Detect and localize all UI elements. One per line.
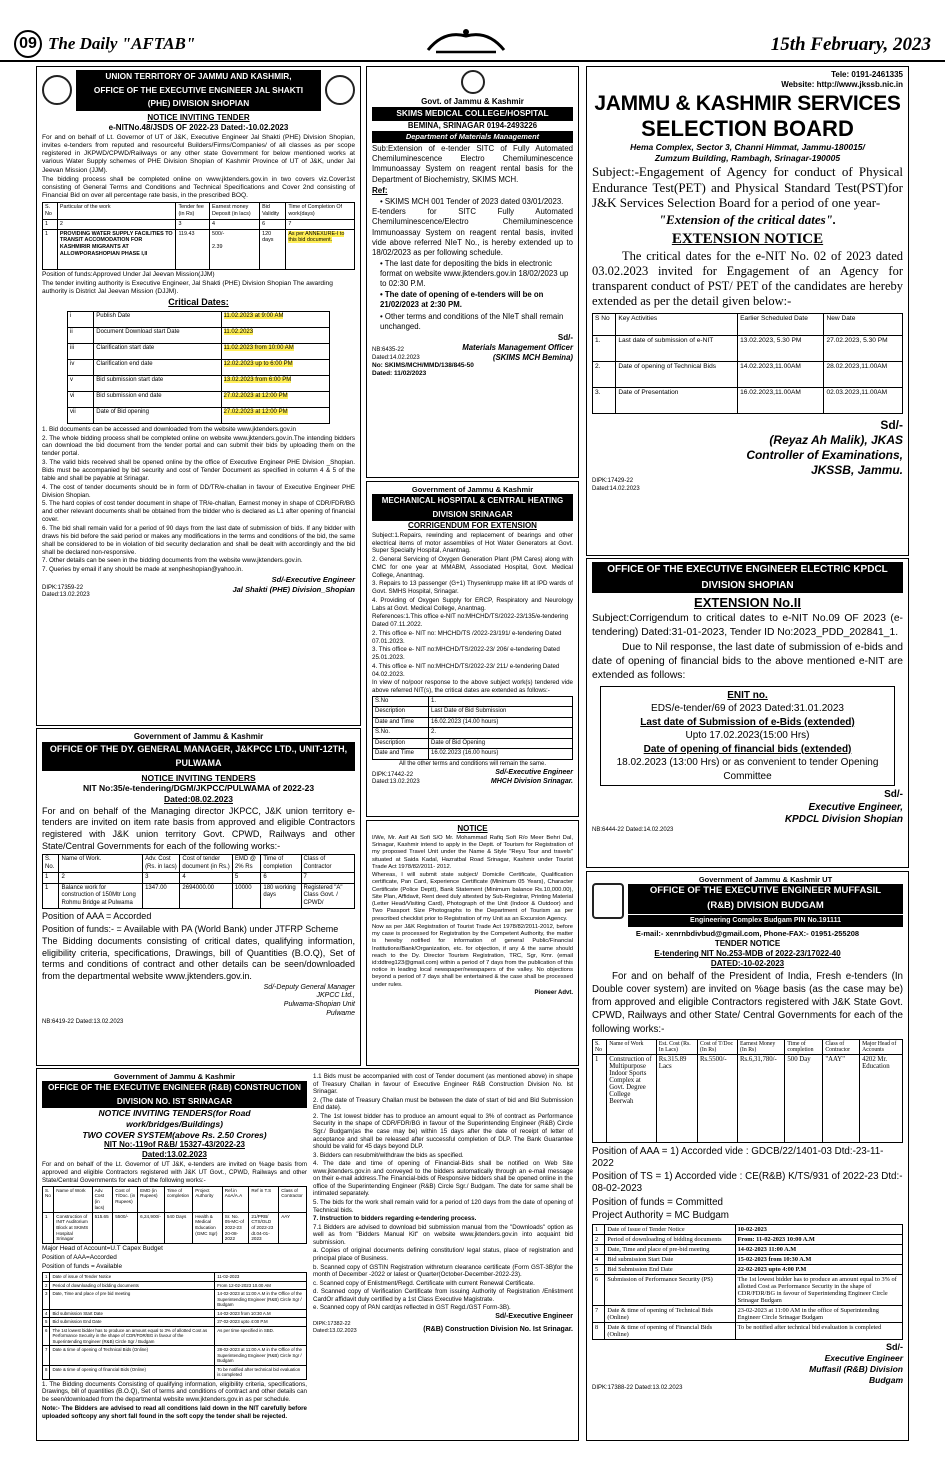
newspaper-name: The Daily "AFTAB" [48,34,196,53]
notice-text: I/We, Mr. Asif Ali Sofi S/O Mr. Mohammad Rafiq Sofi R/o Meer Behri Dal, Srinagar, Kashmir intend to apply in the Deptt. of Tourism for Registration of my proposed Travel Unit under the Name & Style "Reyu Tour and travels" situated at Saida Kadal, Hazratbal Road Srinagar, Kashmir under Tourist Trade Act 1978/82/2011- 2012. [372,835,573,870]
mech-ref: References:1.This office e-NIT no:MHCHD/TS/2022-23/135/e-tendering Dated 07.11.2022. [372,613,569,628]
kpdcl-para: Due to Nil response, the last date of submission of e-bids and date of opening of financial bids to the above mentioned e-NIT are extended as follows: [592,642,903,681]
mech-subject: Subject:1.Repairs, rewinding and replacement of bearings and other electrical items of motor assemblies of Hot Water Generators at Govt. Super Specialty Hospital, Anantnag. [372,531,573,555]
skims-ref-label: Ref: [372,185,388,195]
jkssb-dates-table: S No Key Activities Earlier Scheduled Date New Date 1. Last date of submission of e-NIT 13.02.2023, 5.30 PM 27.02.2023, 5.30 PM 2. Date of opening of Technical Bids 14.02.2023,11.00AM 28.02.2023,11.00AM 3. Date of Presentation 16.02.2023,11.00AM 02.03.2023,11.00AM [592,313,903,414]
jkpcc-tender-notice [36,728,361,1066]
jal-shakti-logo-icon [325,75,355,105]
phe-terms: 1. Bid documents can be accessed and downloaded from the website www.jktenders.gov.in 2. The whole bidding process shall be completed online on website www.jktenders.gov.in.The intending bidders can download the bid document from the tender portal and can submit their bids by uploading them on the tender portal. 3. The valid bids received shall be opened online by the office of Executive Engineer PHE Division _Shopian. Bids must be accompanied by bid security and cost of Tender Document as specified in column 4 & 5 of the table and shall be payable at Srinagar. 4. The cost of tender documents should be in form of DD/TR/e-challan in favour of Executive Engineer PHE Division Shopian. 5. The hard copies of cost tender document in shape of TR/e-challan, Earnest money in shape of CDR/FDR/BG and other relevant documents shall be obtained from the bidder who is declared as L1 after opening of financial cover. 6. The bid shall remain valid for a period of 90 days from the last date of submission of bids. If any bidder with draws his bid before the said period or makes any modifications in the terms and conditions of the bid, the same shall be considered to be in violation of bid security declaration and shall be dealt with accordingly and the bid shall be declared non-responsive. 7. Other details can be seen in the bidding documents from the website www.jktenders.gov.in. 7. Queries by email if any should be made at xenpheshopian@yahoo.in. [42,425,356,574]
masthead-logo-icon [424,24,508,58]
rnb-t1: NOTICE INVITING TENDERS(for Road [98,1108,251,1119]
jkssb-web: Website: http://www.jkssb.nic.in [781,80,903,89]
mech-ref: 2. This office e- NIT no: MHCHD/TS /2022-23/191/ e-tendering Dated 07.01.2023. [372,629,562,645]
travel-unit-notice [366,820,579,1066]
kpdcl-dates-box: ENIT no. EDS/e-tender/69 of 2023 Dated:31.01.2023 Last date of Submission of e-Bids (extended) Upto 17.02.2023(15:00 Hrs) Date of opening of financial bids (extended) 18.02.2023 (13:00 Hrs) or as convenient to tender Opening Committee [600,686,895,787]
mech-schedule: S.No 1. Description Last Date of Bid Submission Date and Time 16.02.2023 (14.00 hours) S.No. 2. Description Date of Bid Opening Date and Time 16.02.2023 (16.00 hours) [372,696,573,760]
kpdcl-extension [586,558,909,868]
jkssb-signature: (Reyaz Ah Malik), JKAS Controller of Examinations, JKSSB, Jammu. [746,433,903,478]
mech-para: In view of no/poor response to the above subject work(s) tendered vide above referred NIT(s), the critical dates are extended as follows:- [372,679,573,694]
phe-cd-title: Critical Dates: [168,297,229,308]
mech-item: 4. Providing of Oxygen Supply for ERCP, Respiratory and Neurology Labs at Govt. Medical College, Anantnag. [372,596,573,612]
jkssb-addr2: Zumzum Building, Rambagh, Srinagar-190005 [654,152,841,163]
mechanical-corrigendum: Government of Jammu & Kashmir MECHANICAL HOSPITAL & CENTRAL HEATING DIVISION SRINAGAR CORRIGENDUM FOR EXTENSION Subject:1.Repairs, rewinding and replacement of bearings and other electrical items of motor assemblies of Hot Water Generators at Govt. Super Specialty Hospital, Anantnag. 2. General Servicing of Oxygen Generation Plant (PM Cares) along with CMC for one year at MMABM, Associated Hospital, Govt. Medical College, Anantnag. 3. Repairs to 13 passenger (G+1) Thysenkrupp make lift at IPD wards of Govt. SMHS Hospital, Srinagar. 4. Providing of Oxygen Supply for ERCP, Respiratory and Neurology Labs at Govt. Medical College, Anantnag. References:1.This office e-NIT no:MHCHD/TS/2022-23/135/e-tendering Dated 07.11.2022. 2. This office e- NIT no: MHCHD/TS /2022-23/191/ e-tendering Dated 07.01.2023. 3. This office e- NIT no:MHCHD/TS/2022-23/ 206/ e-tendering Dated 25.01.2023. 4. This office e- NIT no:MHCHD/TS/2022-23/ 211/ e-tendering Dated 04.02.2023. In view of no/poor response to the above subject work(s) tendered vide above referred NIT(s), the critical dates are extended as follows:- S.No 1. Description Last Date of Bid Submission Date and Time 16.02.2023 (14.00 hours) S.No. 2. Description Date of Bid Opening Date and Time 16.02.2023 (16.00 hours) All the other terms and conditions will remain the same. DIPK:17442-22 Dated:13.02.2023 Sd/-Executive Engineer MHCH Division Srinagar. [366,481,579,817]
budgam-signature: Executive Engineer Muffasil (R&B) Division Budgam [809,1353,903,1385]
kpdcl-nb: NB:6444-22 Dated:14.02.2023 [592,826,674,833]
kpdcl-name2: DIVISION SHOPIAN [592,578,903,594]
skims-addr: BEMINA, SRINAGAR 0194-2493226 [407,120,538,130]
kpdcl-title: EXTENSION No.II [694,595,801,610]
mech-title: CORRIGENDUM FOR EXTENSION [408,520,537,530]
jkssb-sd: Sd/- [880,418,903,433]
skims-name: SKIMS MEDICAL COLLEGE/HOSPITAL [372,107,573,121]
jkssb-name1: JAMMU & KASHMIR SERVICES [594,92,901,115]
phe-sign2: Jal Shakti (PHE) Division_Shopian [232,584,355,594]
budgam-name1: OFFICE OF THE EXECUTIVE ENGINEER MUFFASIL [628,884,903,899]
jkpcc-nit: NIT No:35/e-tendering/DGM/JKPCC/PULWAMA of 2022-23 [82,783,315,794]
jkpcc-name2: PULWAMA [42,756,355,770]
rnb-works-table: S. No Name of Work Adv. Cost (in lacs) Cost of T/Doc. (in Rupees) EMD (in Rupees) Time of completion Project Authority Ref.in AoA/A.A Ref in T.S Class of Contractor 1 Construction of INIT Auditorium Block at SKIMS Hospital Srinagar 515.65 5500/- 6,24,900/- 540 Days Health & Medical Education (GMC Sgr) Sr. No. 05-MC-of 2022-23 20-08-2022 21/PRB/ CTS/OLD of 2022-23 dt.04-01-2023 AAY [42,1186,307,1245]
rnb-construction-notice [36,1068,579,1441]
jkssb-extension-notice: Tele: 0191-2461335 Website: http://www.jkssb.nic.in JAMMU & KASHMIR SERVICES SELECTION BOARD Hema Complex, Sector 3, Channi Himmat, Jammu-180015/ Zumzum Building, Rambagh, Srinagar-190005 Subject:-Engagement of Agency for conduct of Physical Endurance Test(PET) and Physical Standard Test(PST)for J&K Services Selection Board for a period of one year- "Extension of the critical dates". EXTENSION NOTICE The critical dates for the e-NIT No. 02 of 2023 dated 03.02.2023 invited for Engagement of an Agency for transparent conduct of PST/ PET of the candidates are hereby extended as per the detail given below:- S No Key Activities Earlier Scheduled Date New Date 1. Last date of submission of e-NIT 13.02.2023, 5.30 PM 27.02.2023, 5.30 PM 2. Date of opening of Technical Bids 14.02.2023,11.00AM 28.02.2023,11.00AM 3. Date of Presentation 16.02.2023,11.00AM 02.03.2023,11.00AM Sd/- (Reyaz Ah Malik), JKAS Controller of Examinations, JKSSB, Jammu. DIPK:17429-22 Dated:14.02.2023 [586,66,909,556]
jkssb-tel: Tele: 0191-2461335 [831,70,903,79]
page-number: 09 [14,30,42,58]
phe-funds: Position of funds:Approved Under Jal Jeevan Mission(JJM) [42,270,215,278]
jkpcc-aaa: Position of AAA = Accorded [42,911,152,922]
rnb-right-column: 1.1 Bids must be accompanied with cost of Tender document (as mentioned above) in shape of Treasury Challan in favour of Executive Engineer R&B Construction Division No. Ist Srinagar. 2. (The date of Treasury Challan must be between the date of start of bid and Bid Submission End date). 2. The 1st lowest bidder has to produce an amount equal to 3% of contract as Performance Security in the shape of CDR/FDR/BG in favour of the Superintending Engineer (R&B) Circle Sgr./ Budgam(as the case may be) within 15 days after the date of receipt of letter of acceptance and shall be released after successful completion of DLP. The Bank Guarantee should be valid for 45 days beyond DLP. 3. Bidders can resubmit/withdraw the bids as specified. 4. The date and time of opening of Financial-Bids shall be notified on Web Site www.jktenders.gov.in and conveyed to the bidders automatically through an e-mail message on their e-mail address.The Financial-bids of Responsive bidders shall be opened online in the office of the Superintending Engineer (R&B) Circle Sgr./ Budgam. The date for same shall be intimated separately. 5. The bids for the work shall remain valid for a period of 120 days from the date of opening of Technical bids. 7. Instruction to bidders regarding e-tendering process. 7.1 Bidders are advised to download bid submission manual from the "Downloads" option as well as from "Bidders Manual Kit" on website www.jktenders.gov.in into acquaint bid submission. a. Copies of original documents defining constitution/ legal status, place of registration and principal place of Business. b. Scanned copy of GSTIN Registration withreturn clearance certificate (Form GST-3B)for the month of December -2022 or latest or Quarter(October-December-2022-23). c. Scanned copy of Enlistment/Regd. Certificate with current Renewal Certificate. d. Scanned copy of Verification Certificate from issuing Authority of Registration /Enlistment CardOr affidavit duly certified by a 1st Class Executive Magistrate. e. Scanned copy of PAN card(as reflected in GST Regd./GST Form-3B). Sd/-Executive Engineer DIPK:17382-22 Dated:13.02.2023 (R&B) Construction Division No. Ist Srinagar. [313,1073,573,1335]
skims-bullets: • The last date for depositing the bids in electronic format on website www.jktenders.gov.in 18/02/2023 up to 02:30 P.M. • The date of opening of e-tenders will be on 21/02/2023 at 2:30 PM. • Other terms and conditions of the NIeT shall remain unchanged. [380,258,569,331]
mech-ref: 4. This office e- NIT no:MHCHD/TS/2022-23/ 211/ e-tendering Dated 04.02.2023. [372,662,560,678]
budgam-complex: Engineering Complex Budgam PIN No.191111 [628,915,903,927]
jkssb-para: The critical dates for the e-NIT No. 02 of 2023 dated 03.02.2023 invited for Engagement of an Agency for transparent conduct of PST/ PET of the candidates are hereby extended as per the detail given below:- [592,249,903,309]
mech-remain: All the other terms and conditions will remain the same. [398,760,547,767]
rnb-left-column: Government of Jammu & Kashmir OFFICE OF THE EXECUTIVE ENGINEER (R&B) CONSTRUCTION DIVISION NO. IST SRINAGAR NOTICE INVITING TENDERS(for Road work/bridges/Buildings) TWO COVER SYSTEM(above Rs. 2.50 Crores) NIT No:-119of R&B/ 15327-43/2022-23 Dated:13.02.2023 For and on behalf of the Lt. Governor of UT J&K, e-tenders are invited on %age basis from approved and eligible Contractors registered with J&K UT Govt., CPWD, Railways and other State/Central Governments for each of the following works:- S. No Name of Work Adv. Cost (in lacs) Cost of T/Doc. (in Rupees) EMD (in Rupees) Time of completion Project Authority Ref.in AoA/A.A Ref in T.S Class of Contractor 1 Construction of INIT Auditorium Block at SKIMS Hospital Srinagar 515.65 5500/- 6,24,900/- 540 Days Health & Medical Education (GMC Sgr) Sr. No. 05-MC-of 2022-23 20-08-2022 21/PRB/ CTS/OLD of 2022-23 dt.04-01-2023 AAY Major Head of Account=U.T Capex Budget Position of AAA=Accorded Position of funds = Available 1 Date of issue of Tender Notice 11-02-2023 2 Period of downloading of bidding documents From 12-02-2023 10.00 AM 3 Date, Time and place of pre bid meeting 14-02-2023 at 11:00 A.M in the Office of the Superintending Engineer (R&B) Circle Sgr / Budgam 4 Bid submission Start Date 14-02-2023 from 10:30 A.M 5 Bid submission End Date 27-02-2023 upto 4:00 P.M 6 The 1st lowest bidder has to produce an amount equal to 3% of allotted Cost as Performance Security in the shape of CDR/FDR/BG in favour of the Superintending Engineer (R&B) Circle Sgr / Budgam As per time specified in SBD. 7 Date & time of opening of Technical Bids (Online) 28-02-2023 at 11:00 A.M in the Office of the Superintending Engineer (R&B) Circle Sgr / Budgam 8 Date & time of opening of financial Bids (Online) To be notified after technical bid evaluation is completed 1. The Bidding documents Consisting of qualifying information, eligibility criteria, specifications, Drawings, bill of quantities (B.O.Q), Set of terms and conditions of contract and other details can be seen/downloaded from the departmental website www.jktenders.gov.in as per schedule. Note:- The Bidders are advised to read all conditions laid down in the NIT carefully before uploaded softcopy any short fall found in the soft copy the tender shall be rejected. [42,1072,307,1420]
budgam-sd: Sd/- [886,1342,903,1353]
budgam-title: TENDER NOTICE [714,938,781,948]
budgam-dipk: DIPK:17388-22 Dated:13.02.2023 [592,1385,683,1392]
jkpcc-name1: OFFICE OF THE DY. GENERAL MANAGER, J&KPCC LTD., UNIT-12TH, [42,742,355,756]
rnb-name1: OFFICE OF THE EXECUTIVE ENGINEER (R&B) CONSTRUCTION [42,1081,307,1095]
page-header [0,0,945,62]
jkssb-addr1: Hema Complex, Sector 3, Channi Himmat, Jammu-180015/ [630,142,865,152]
skims-para: E-tenders for SITC Fully Automated Chemiluminescence/Electro Chemiluminescence Immunoassay System on reagent rental basis, invited vide above referred NIeT No., is hereby extended up to 18/02/2023 as per following schedule. [372,207,573,257]
mech-item: 2. General Servicing of Oxygen Generation Plant (PM Cares) along with CMC for one year at MMABM, Associated Hospital, Govt. Medical College, Anantnag. [372,556,573,579]
phe-line1: UNION TERRITORY OF JAMMU AND KASHMIR, [76,70,321,84]
skims-no: No: SKIMS/MCH/MMD/138/845-50 [372,362,474,370]
jkpcc-para2: The Bidding documents consisting of critical dates, qualifying information, eligibility criteria, specifications, Drawings, bill of Quantities (B.O.Q), Set of terms and conditions of contract and other details can be seen/downloaded from the departmental website www.jktenders.gov.in. [42,935,355,981]
phe-line2: OFFICE OF THE EXECUTIVE ENGINEER JAL SHAKTI [76,84,321,98]
jkpcc-funds: Position of funds:- = Available with PA (World Bank) under JTFRP Scheme [42,923,339,934]
budgam-ts: Position of TS = 1) Accorded vide : CE(R&B) K/TS/931 of 2022-23 Dtd:- 08-02-2023 [592,1171,903,1195]
rnb-para: For and on behalf of the Lt. Governor of UT J&K, e-tenders are invited on %age basis from approved and eligible Contractors registered with J&K UT Govt., CPWD, Railways and other State/Central Governments for each of the following works:- [42,1161,307,1184]
budgam-dated: DATED:-10-02-2023 [710,958,785,968]
jkpcc-para: For and on behalf of the Managing director JKPCC, J&K union territory e-tenders are invited on item rate basis from approved and eligible Contractors registered with J&K union territory Govt. CPWD, Railways and other State/Central Governments for each of the following works:- [42,805,355,851]
mech-name1: MECHANICAL HOSPITAL & CENTRAL HEATING [372,494,573,507]
phe-para2: The bidding process shall be completed online on www.jktenders.gov.in in two covers viz.Cover1st consisting of General Terms and Conditions and Technical Specifications and Cover 2nd consisting of Financial Bid on over all percentage rate basis, in the prescribed BOQ. [42,175,355,200]
budgam-critical-dates: 1 Date of Issue of Tender Notice 10-02-2023 2 Period of downloading of bidding documents From: 11-02-2023 10:00 A.M 3 Date, Time and place of pre-bid meeting 14-02-2023 11:00 A.M 4 Bid submission Start Date 15-02-2023 from 10:30 A.M 5 Bid Submission End Date 22-02-2023 upto 4:00 P.M 6 Submission of Performance Security (PS) The 1st lowest bidder has to produce an amount equal to 3% of allotted Cost as Performance Security in the shape of CDR/FDR/BG in favour of Superintending Engineer Circle Srinagar Budgam 7 Date & time of opening of Technical Bids (Online) 23-02-2023 at 11:00 AM in the office of Superintending Engineer Circle Srinagar Budgam 8 Date & time of opening of Financial Bids (Online) To be notified after technical bid evaluation is completed [592,1224,903,1340]
notice-sign: Pioneer Advt. [534,989,573,996]
jkpcc-title: NOTICE INVITING TENDERS [141,772,256,783]
jkssb-title: EXTENSION NOTICE [671,231,824,248]
jk-emblem-icon [42,75,72,105]
budgam-aaa: Position of AAA = 1) Accorded vide : GDCB/22/1401-03 Dtd:-23-11-2022 [592,1145,884,1169]
jkpcc-govt: Government of Jammu & Kashmir [133,732,264,741]
skims-subject: Sub:Extension of e-tender SITC of Fully Automated Chemiluminescence Electro Chemiluminescence Immunoassay System on reagent rental basis for the Department of Biochemistry, SKIMS MCH. [372,144,573,184]
skims-ref: • SKIMS MCH 001 Tender of 2023 dated 03/01/2023. [380,196,564,206]
budgam-funds: Position of funds = Committed [592,1196,723,1208]
phe-authority: The tender inviting authority is Executive Engineer, Jal Shakti (PHE) Division Shopian The awarding authority is District Jal Jeevan Mission (DJJM). [42,279,333,296]
phe-works-table: S. No Particular of the work Tender fee (in Rs) Earnest money Deposit (in lacs) Bid Validity Time of Completion Of work(days) 1 2 3 4 6 7 1 PROVIDING WATER SUPPLY FACILITIES TO TRANSIT ACCOMODATION FOR KASHMIRIR MIGRANTS AT ALLOWPORASHOPIAN PHASE I,II 119.43 500/- 2.39 120 days As per ANNEXURE-I to this bid document. [42,202,355,269]
budgam-email: E-mail:- xenrnbdivbud@gmail.com, Phone-FAX:- 01951-255208 [635,929,860,939]
mech-name2: DIVISION SRINAGAR [372,508,573,521]
budgam-name2: (R&B) DIVISION BUDGAM [628,899,903,914]
notice-text2: Whereas, I will submit state subject/ Domicile Certificate, Qualification certificate, Pan Card, Experience Certificate (Minimum 05 Years), Character Certificate (Police Deptt), Bank Statement (Minimum balance Rs.10,000.00), Site Plan, Affidavit, Rent deed duly attested by Sub-Registrar, Printing Material (Letter Head/Visiting Card), Photograph of the Unit (Indoor & Outdoor) and Two Passport Size Photographs to the Department of Tourism as per prescribed checklist prior to Registration of my Unit as an Excursion Agency. [372,872,573,922]
notice-text3: Now as per J&K Registration of Tourist Trade Act 1978/82/2011-2012, before my case is processed for Registration by the Competent Authority, the matter is hereby notified for information of general Public/Financial Institutions/Bank/Organization, etc. for objection, if any & the same should reach to the Dy. Director Tourism Registration, TRC, Sgr, Kmr. (email id:ddtreg123@gmail.com) within a period of 7 days from the publication of this notice in leading local newspaper/newspapers of the valley. No objections beyond a period of 7 days shall be entertained & the case shall be processed under rules. [372,923,573,988]
phe-nit: e-NITNo.48/JSDS OF 2022-23 Dated:-10.02.2023 [108,122,289,132]
mech-item: 3. Repairs to 13 passenger (G+1) Thysenkrupp make lift at IPD wards of Govt. SMHS Hospital, Srinagar. [372,580,573,595]
phe-sign1: Sd/-Executive Engineer [271,575,355,585]
budgam-nit: E-tendering NIT No.253-MDB of 2022-23/17022-40 [654,948,841,958]
skims-notice: Govt. of Jammu & Kashmir SKIMS MEDICAL COLLEGE/HOSPITAL BEMINA, SRINAGAR 0194-2493226 Department of Materials Management Sub:Extension of e-tender SITC of Fully Automated Chemiluminescence Electro Chemiluminescence Immunoassay System on reagent rental basis for the Department of Biochemistry, SKIMS MCH. Ref: • SKIMS MCH 001 Tender of 2023 dated 03/01/2023. E-tenders for SITC Fully Automated Chemiluminescence/Electro Chemiluminescence Immunoassay System on reagent rental basis, invited vide above referred NIeT No., is hereby extended up to 18/02/2023 as per following schedule. • The last date for depositing the bids in electronic format on website www.jktenders.gov.in 18/02/2023 up to 02:30 P.M. • The date of opening of e-tenders will be on 21/02/2023 at 2:30 PM. • Other terms and conditions of the NIeT shall remain unchanged. Sd/- NB:6435-22 Dated:14.02.2023 Materials Management Officer (SKIMS MCH Bemina) No: SKIMS/MCH/MMD/138/845-50 Dated: 11/02/2023 [366,66,579,478]
skims-dt: Dated: 11/02/2023 [372,370,427,378]
phe-tender-notice [36,66,361,726]
phe-critical-dates: i Publish Date 11.02.2023 at 9:00 AM ii Document Download start Date 11.02.2023 iii Clarification start date 11.02.2023 from 10:00 AM iv Clarification end date 12.02.2023 up to 6:00 PM v Bid submission start date 13.02.2023 from 6:00 PM vi Bid submission end date 27.02.2023 at 12:00 PM vii Date of Bid opening 27.02.2023 at 12:00 PM [67,311,330,424]
budgam-tender-notice: Government of Jammu & Kashmir UT OFFICE OF THE EXECUTIVE ENGINEER MUFFASIL (R&B) DIVISION BUDGAM Engineering Complex Budgam PIN No.191111 E-mail:- xenrnbdivbud@gmail.com, Phone-FAX:- 01951-255208 TENDER NOTICE E-tendering NIT No.253-MDB of 2022-23/17022-40 DATED:-10-02-2023 For and on behalf of the President of India, Fresh e-tenders (In Double cover system) are invited on %age basis (as the case may be) from approved and eligible Contractors registered with J&K State Govt. CPWD, Railways and other State/ Central Governments for each of the following works:- S. No Name of Work Est. Cost (Rs. In Lacs) Cost of T/Doc (In Rs) Earnest Money (In Rs) Time of completion Class of Contractor Major Head of Accounts 1 Construction of Multipurpose Indoor Sports Complex at Govt. Degree College Beerwah Rs.315.89 Lacs Rs.5500/- Rs.6,31,780/- 500 Day "AAY" 4202 Mr. Education Position of AAA = 1) Accorded vide : GDCB/22/1401-03 Dtd:-23-11-2022 Position of TS = 1) Accorded vide : CE(R&B) K/TS/931 of 2022-23 Dtd:- 08-02-2023 Position of funds = Committed Project Authority = MC Budgam 1 Date of Issue of Tender Notice 10-02-2023 2 Period of downloading of bidding documents From: 11-02-2023 10:00 A.M 3 Date, Time and place of pre-bid meeting 14-02-2023 11:00 A.M 4 Bid submission Start Date 15-02-2023 from 10:30 A.M 5 Bid Submission End Date 22-02-2023 upto 4:00 P.M 6 Submission of Performance Security (PS) The 1st lowest bidder has to produce an amount equal to 3% of allotted Cost as Performance Security in the shape of CDR/FDR/BG in favour of Superintending Engineer Circle Srinagar Budgam 7 Date & time of opening of Technical Bids (Online) 23-02-2023 at 11:00 AM in the office of Superintending Engineer Circle Srinagar Budgam 8 Date & time of opening of Financial Bids (Online) To be notified after technical bid evaluation is completed Sd/- Executive Engineer Muffasil (R&B) Division Budgam DIPK:17388-22 Dated:13.02.2023 [586,871,909,1441]
skims-logo-icon [461,70,485,94]
issue-date: 15th February, 2023 [770,34,931,55]
jkpcc-sign: Sd/-Deputy General Manager JKPCC Ltd., Pulwama-Shopian Unit Pulwame [263,983,355,1017]
budgam-works-table: S. No Name of Work Est. Cost (Rs. In Lacs) Cost of T/Doc (In Rs) Earnest Money (In Rs) Time of completion Class of Contractor Major Head of Accounts 1 Construction of Multipurpose Indoor Sports Complex at Govt. Degree College Beerwah Rs.315.89 Lacs Rs.5500/- Rs.6,31,780/- 500 Day "AAY" 4202 Mr. Education [592,1039,903,1143]
kpdcl-subject: Subject:Corrigendum to critical dates to e-NIT No.09 OF 2023 (e-tendering) Dated:31-01-2023, Tender ID No:2023_PDD_202841_1. [592,613,903,639]
kpdcl-sd: Sd/- [884,789,903,801]
phe-para1: For and on behalf of Lt. Governor of UT of J&K, Executive Engineer Jal Shakti (PHE) Division Shopian, invites e-tenders from reputed and resourceful Builders/Firms/Companies/ of all classes as per scope registered in JKPWD/CPWD/Railways or any other state Government for below mentioned works at various Water Supply schemes of PHE Division Shopian of Kashmir Province of UT of J&K, under Jal Jeevan Mission (JJM). [42,133,355,174]
phe-title: NOTICE INVITING TENDER [147,112,250,122]
mech-govt: Government of Jammu & Kashmir [411,485,534,494]
jkpcc-nb: NB:6419-22 Dated:13.02.2023 [42,1018,124,1025]
ashoka-emblem-icon [592,883,624,919]
skims-sd: Sd/- [557,332,573,342]
rnb-name2: DIVISION NO. IST SRINAGAR [42,1095,307,1109]
kpdcl-name1: OFFICE OF THE EXECUTIVE ENGINEER ELECTRIC KPDCL [592,562,903,578]
kpdcl-signature: Executive Engineer, KPDCL Division Shopian [784,801,903,826]
phe-line3: (PHE) DIVISION SHOPIAN [76,97,321,111]
phe-dated: Dated:13.02.2023 [42,592,90,599]
notice-title: NOTICE [457,824,488,833]
skims-dept: Department of Materials Management [372,131,573,144]
budgam-para: For and on behalf of the President of India, Fresh e-tenders (In Double cover system) are invited on %age basis (as the case may be) from approved and eligible Contractors registered with J&K State Govt. CPWD, Railways and other State/ Central Governments for each of the following works:- [592,970,903,1035]
budgam-pa: Project Authority = MC Budgam [592,1209,729,1221]
jkssb-subject: Subject:-Engagement of Agency for conduct of Physical Endurance Test(PET) and Physical Standard Test(PST)for J&K Services Selection Board for a period of one year- [592,164,903,211]
mech-ref: 3. This office e- NIT no:MHCHD/TS/2022-23/ 206/ e-tendering Dated 25.01.2023. [372,646,560,661]
jkpcc-works-table: S. No. Name of Work. Adv. Cost (Rs. in lacs) Cost of tender document (in Rs.) EMD @ 2% Rs Time of completion Class of Contractor 1 2 3 4 5 6 7 1 Balance work for construction of 150Mtr Long Rohmu Bridge at Pulwama 1347.00 2694000.00 10000 180 working days Registered "A" Class Govt. / CPWD/ [42,854,355,909]
jkpcc-dated: Dated:08.02.2023 [164,793,233,804]
rnb-critical-dates: 1 Date of issue of Tender Notice 11-02-2023 2 Period of downloading of bidding documents From 12-02-2023 10.00 AM 3 Date, Time and place of pre bid meeting 14-02-2023 at 11:00 A.M in the Office of the Superintending Engineer (R&B) Circle Sgr / Budgam 4 Bid submission Start Date 14-02-2023 from 10:30 A.M 5 Bid submission End Date 27-02-2023 upto 4:00 P.M 6 The 1st lowest bidder has to produce an amount equal to 3% of allotted Cost as Performance Security in the shape of CDR/FDR/BG in favour of the Superintending Engineer (R&B) Circle Sgr / Budgam As per time specified in SBD. 7 Date & time of opening of Technical Bids (Online) 28-02-2023 at 11:00 A.M in the Office of the Superintending Engineer (R&B) Circle Sgr / Budgam 8 Date & time of opening of financial Bids (Online) To be notified after technical bid evaluation is completed [42,1272,307,1380]
jkssb-name2: SELECTION BOARD [641,116,854,141]
phe-dipk: DIPK:17359-22 [42,584,84,591]
skims-govt: Govt. of Jammu & Kashmir [421,97,524,107]
jkssb-subject2: "Extension of the critical dates". [658,212,837,228]
